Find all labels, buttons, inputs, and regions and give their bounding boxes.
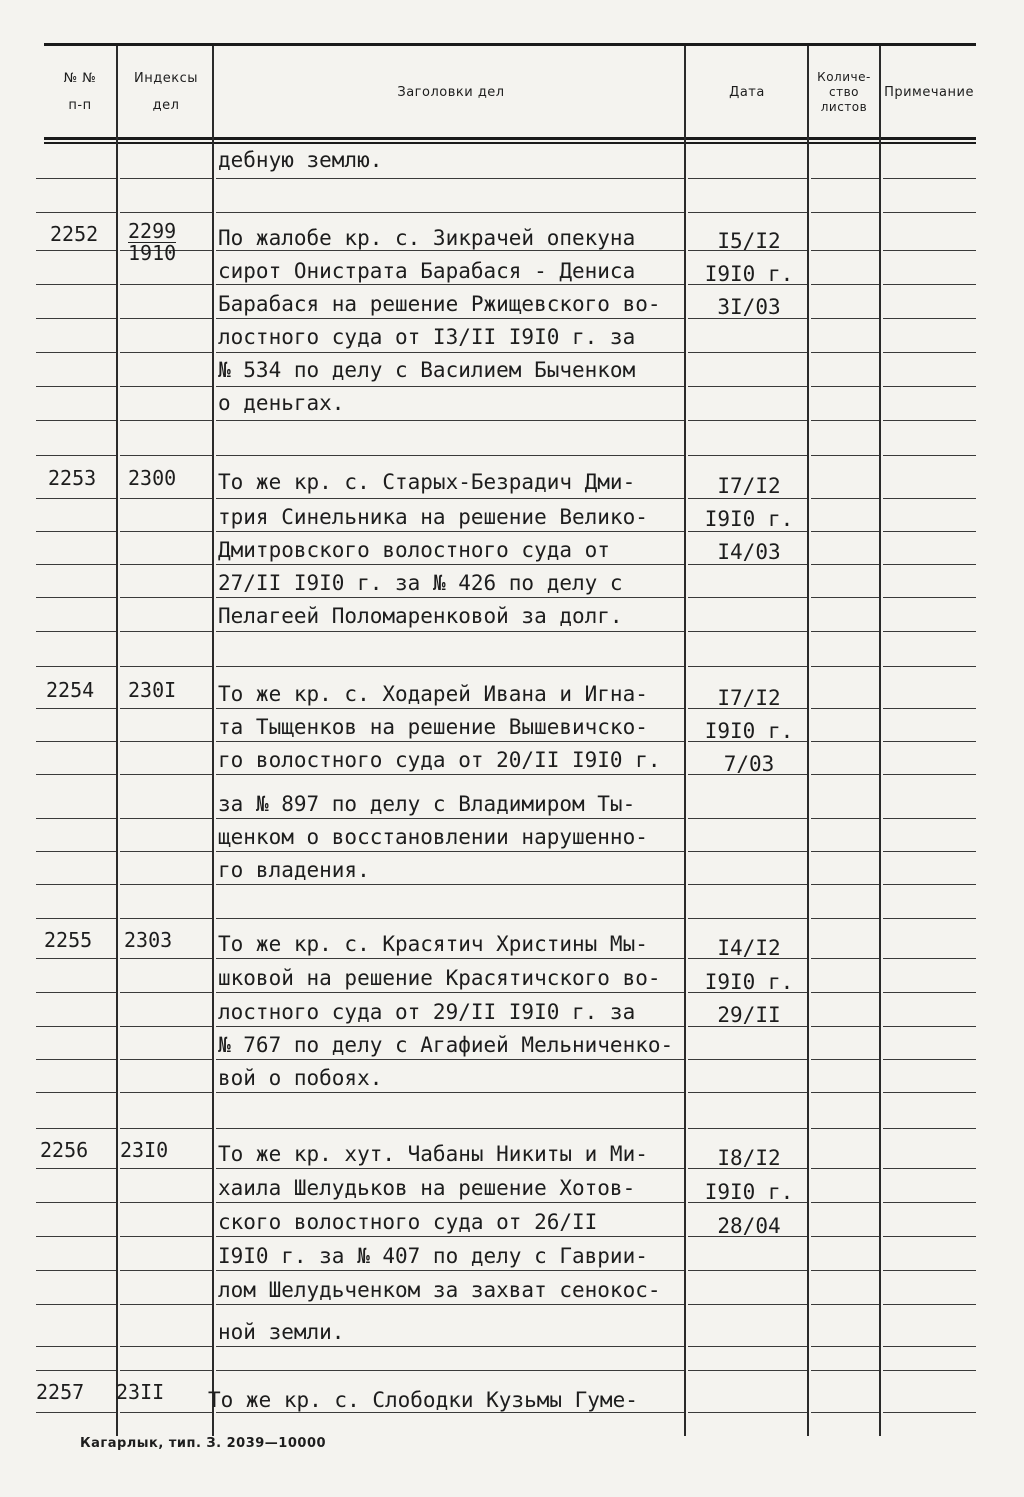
header-col-number-bottom: п-п	[68, 98, 92, 113]
entry-title-line: То же кр. с. Старых-Безрадич Дми-	[218, 470, 636, 494]
rule-line	[36, 992, 116, 993]
rule-line	[36, 774, 116, 775]
rule-line	[36, 1092, 116, 1093]
entry-title-line: трия Синельника на решение Велико-	[218, 505, 648, 529]
entry-index	[124, 928, 172, 952]
rule-line	[120, 1092, 212, 1093]
entry-title-line: № 767 по делу с Агафией Мельниченко-	[218, 1033, 674, 1057]
entry-date-end: 3I/03	[717, 295, 781, 319]
rule-line	[120, 1168, 212, 1169]
rule-line	[883, 1092, 976, 1093]
rule-line	[811, 352, 879, 353]
entry-date-end: 7/03	[723, 752, 775, 776]
rule-line	[120, 1304, 212, 1305]
entry-index	[116, 1380, 164, 1404]
entry-title-line: № 534 по делу с Василием Быченком	[218, 358, 636, 382]
rule-line	[883, 597, 976, 598]
rule-line	[120, 958, 212, 959]
rule-line	[811, 178, 879, 179]
entry-index-top: 2303	[124, 928, 173, 952]
rule-line	[36, 352, 116, 353]
rule-line	[811, 918, 879, 919]
rule-line	[811, 1370, 879, 1371]
rule-line	[883, 352, 976, 353]
col-divider-5	[879, 46, 881, 1436]
rule-line	[120, 531, 212, 532]
rule-line	[120, 1128, 212, 1129]
entry-index	[128, 678, 176, 702]
rule-line	[811, 1168, 879, 1169]
entry-title-line: То же кр. с. Слободки Кузьмы Гуме-	[208, 1388, 638, 1412]
rule-line	[120, 884, 212, 885]
header-col-number-top: № №	[63, 71, 97, 86]
rule-line	[811, 1270, 879, 1271]
rule-line	[36, 1236, 116, 1237]
rule-line	[36, 666, 116, 667]
rule-line	[688, 352, 807, 353]
rule-line	[120, 498, 212, 499]
rule-line	[120, 1370, 212, 1371]
rule-line	[120, 851, 212, 852]
rule-line	[688, 918, 807, 919]
rule-line	[688, 597, 807, 598]
rule-line	[120, 818, 212, 819]
entry-index	[128, 220, 176, 265]
rule-line	[120, 1270, 212, 1271]
rule-line	[883, 455, 976, 456]
rule-line	[811, 1202, 879, 1203]
entry-title-line: лостного суда от 29/II I9I0 г. за	[218, 1000, 636, 1024]
rule-line	[883, 1202, 976, 1203]
rule-line	[216, 918, 684, 919]
rule-line	[811, 851, 879, 852]
entry-title-line: 27/II I9I0 г. за № 426 по делу с	[218, 571, 623, 595]
rule-line	[811, 631, 879, 632]
rule-line	[811, 318, 879, 319]
rule-line	[688, 1412, 807, 1413]
entry-title-line: Дмитровского волостного суда от	[218, 538, 610, 562]
rule-line	[36, 531, 116, 532]
rule-line	[120, 666, 212, 667]
rule-line	[36, 741, 116, 742]
entry-title-line: за № 897 по делу с Владимиром Ты-	[218, 792, 636, 816]
rule-line	[811, 1412, 879, 1413]
rule-line	[36, 708, 116, 709]
entry-date-year: I9I0 г.	[704, 262, 794, 286]
rule-line	[36, 1059, 116, 1060]
rule-line	[883, 1370, 976, 1371]
rule-line	[120, 284, 212, 285]
rule-line	[883, 178, 976, 179]
rule-line	[120, 455, 212, 456]
rule-line	[883, 1168, 976, 1169]
entry-index-top: 23I0	[120, 1138, 169, 1162]
entry-title-line: та Тыщенков на решение Вышевичско-	[218, 715, 648, 739]
rule-line	[811, 884, 879, 885]
entry-title-line: шковой на решение Красятичского во-	[218, 966, 661, 990]
rule-line	[811, 1128, 879, 1129]
header-col-index-bottom: дел	[152, 98, 180, 113]
col-divider-1	[116, 46, 118, 1436]
rule-line	[120, 178, 212, 179]
header-col-sheets-line-2: ство	[828, 84, 859, 99]
rule-line	[811, 666, 879, 667]
rule-line	[120, 1346, 212, 1347]
entry-title-line: лом Шелудьченком за захват сенокос-	[218, 1278, 661, 1302]
entry-title-line: По жалобе кр. с. Зикрачей опекуна	[218, 226, 636, 250]
rule-line	[688, 1059, 807, 1060]
rule-line	[883, 818, 976, 819]
rule-line	[120, 386, 212, 387]
rule-line	[811, 386, 879, 387]
entry-date-day: I7/I2	[717, 474, 781, 498]
rule-line	[811, 708, 879, 709]
rule-line	[811, 741, 879, 742]
rule-line	[36, 420, 116, 421]
header-col-title-text: Заголовки дел	[397, 84, 505, 100]
entry-date-year: I9I0 г.	[704, 1180, 794, 1204]
entry-title-line: Барабася на решение Ржищевского во-	[218, 292, 661, 316]
rule-line	[688, 1092, 807, 1093]
printer-footer: Кагарлык, тип. З. 2039—10000	[80, 1436, 327, 1451]
rule-line	[688, 666, 807, 667]
rule-line	[688, 1370, 807, 1371]
rule-line	[811, 1236, 879, 1237]
entry-index	[128, 466, 176, 490]
rule-line	[688, 1346, 807, 1347]
rule-line	[120, 420, 212, 421]
rule-line	[120, 631, 212, 632]
rule-line	[811, 597, 879, 598]
entry-title-line: о деньгах.	[218, 391, 345, 415]
header-col-index	[118, 46, 214, 138]
entry-title-line: лостного суда от I3/II I9I0 г. за	[218, 325, 636, 349]
rule-line	[36, 1270, 116, 1271]
rule-line	[883, 851, 976, 852]
rule-line	[883, 1304, 976, 1305]
rule-line	[120, 318, 212, 319]
rule-line	[688, 884, 807, 885]
entry-number: 2256	[40, 1138, 89, 1162]
rule-line	[883, 386, 976, 387]
rule-line	[36, 851, 116, 852]
rule-line	[216, 420, 684, 421]
entry-date-year: I9I0 г.	[704, 970, 794, 994]
rule-line	[36, 884, 116, 885]
entry-title-line: го владения.	[218, 858, 370, 882]
rule-line	[811, 1304, 879, 1305]
rule-line	[36, 918, 116, 919]
header-col-title	[216, 46, 686, 138]
entry-number: 2252	[50, 222, 99, 246]
rule-line	[883, 884, 976, 885]
rule-line	[883, 420, 976, 421]
rule-line	[120, 352, 212, 353]
rule-line	[688, 851, 807, 852]
rule-line	[811, 212, 879, 213]
header-col-note-text: Примечание	[884, 84, 974, 100]
continuation-text: дебную землю.	[218, 148, 383, 172]
entry-title-line: хаила Шелудьков на решение Хотов-	[218, 1176, 636, 1200]
rule-line	[883, 1236, 976, 1237]
rule-line	[883, 666, 976, 667]
rule-line	[688, 212, 807, 213]
rule-line	[36, 455, 116, 456]
entry-index-top: 2299	[128, 219, 177, 243]
rule-line	[36, 386, 116, 387]
rule-line	[883, 318, 976, 319]
rule-line	[811, 1346, 879, 1347]
rule-line	[883, 284, 976, 285]
header-col-number	[44, 46, 116, 138]
header-col-sheets	[808, 46, 880, 138]
entry-title-line: То же кр. хут. Чабаны Никиты и Ми-	[218, 1142, 648, 1166]
rule-line	[36, 1026, 116, 1027]
rule-line	[883, 708, 976, 709]
rule-line	[36, 1304, 116, 1305]
rule-line	[688, 1128, 807, 1129]
rule-line	[120, 1412, 212, 1413]
rule-line	[811, 1059, 879, 1060]
rule-line	[688, 455, 807, 456]
rule-line	[883, 992, 976, 993]
rule-line	[811, 250, 879, 251]
entry-number: 2255	[44, 928, 93, 952]
entry-index-top: 23II	[116, 1380, 165, 1404]
rule-line	[120, 1236, 212, 1237]
rule-line	[216, 212, 684, 213]
rule-line	[216, 178, 684, 179]
rule-line	[811, 1092, 879, 1093]
rule-line	[120, 597, 212, 598]
entry-title-line: ского волостного суда от 26/II	[218, 1210, 598, 1234]
header-col-note	[880, 46, 978, 138]
rule-line	[216, 455, 684, 456]
rule-line	[811, 992, 879, 993]
rule-line	[811, 498, 879, 499]
entry-title-line: го волостного суда от 20/II I9I0 г.	[218, 748, 661, 772]
rule-line	[36, 212, 116, 213]
rule-line	[883, 1412, 976, 1413]
entry-index	[120, 1138, 168, 1162]
rule-line	[811, 958, 879, 959]
rule-line	[36, 631, 116, 632]
rule-line	[883, 1346, 976, 1347]
entry-date-year: I9I0 г.	[704, 507, 794, 531]
entry-title-line: I9I0 г. за № 407 по делу с Гаврии-	[218, 1244, 648, 1268]
rule-line	[688, 178, 807, 179]
rule-line	[811, 1026, 879, 1027]
entry-title-line: сирот Онистрата Барабася - Дениса	[218, 259, 636, 283]
rule-line	[36, 818, 116, 819]
rule-line	[216, 1128, 684, 1129]
rule-line	[811, 531, 879, 532]
rule-line	[883, 774, 976, 775]
rule-line	[36, 958, 116, 959]
rule-line	[811, 284, 879, 285]
entry-index-top: 2300	[128, 466, 177, 490]
entry-title-line: щенком о восстановлении нарушенно-	[218, 825, 648, 849]
col-divider-2	[212, 46, 214, 1436]
rule-line	[36, 178, 116, 179]
rule-line	[688, 386, 807, 387]
rule-line	[883, 958, 976, 959]
rule-line	[883, 918, 976, 919]
entry-title-line: То же кр. с. Ходарей Ивана и Игна-	[218, 682, 648, 706]
rule-line	[216, 666, 684, 667]
rule-line	[883, 531, 976, 532]
rule-line	[120, 774, 212, 775]
rule-line	[36, 1346, 116, 1347]
rule-line	[688, 1270, 807, 1271]
rule-line	[688, 631, 807, 632]
rule-line	[36, 1370, 116, 1371]
rule-line	[883, 631, 976, 632]
rule-line	[120, 1059, 212, 1060]
rule-line	[36, 1168, 116, 1169]
rule-line	[811, 818, 879, 819]
rule-line	[811, 774, 879, 775]
rule-line	[36, 1128, 116, 1129]
entry-title-line: вой о побоях.	[218, 1066, 383, 1090]
header-col-sheets-line-3: листов	[820, 99, 868, 114]
entry-title-line: Пелагеей Поломаренковой за долг.	[218, 604, 623, 628]
entry-number: 2257	[36, 1380, 85, 1404]
rule-line	[36, 318, 116, 319]
rule-line	[36, 597, 116, 598]
rule-line	[120, 918, 212, 919]
rule-line	[36, 250, 116, 251]
header-col-date	[686, 46, 808, 138]
rule-line	[120, 1026, 212, 1027]
rule-line	[883, 498, 976, 499]
rule-line	[36, 1412, 116, 1413]
entry-date-day: I7/I2	[717, 686, 781, 710]
rule-line	[688, 1304, 807, 1305]
header-col-index-top: Индексы	[134, 71, 198, 86]
rule-line	[36, 1202, 116, 1203]
rule-line	[883, 1128, 976, 1129]
rule-line	[883, 1059, 976, 1060]
entry-index-top: 230I	[128, 678, 177, 702]
rule-line	[36, 284, 116, 285]
rule-line	[120, 741, 212, 742]
entry-date-end: 29/II	[717, 1003, 781, 1027]
entry-title-line: ной земли.	[218, 1320, 345, 1344]
rule-line	[120, 1202, 212, 1203]
rule-line	[811, 455, 879, 456]
entry-date-end: 28/04	[717, 1214, 781, 1238]
entry-date-year: I9I0 г.	[704, 719, 794, 743]
rule-line	[36, 498, 116, 499]
rule-line	[120, 212, 212, 213]
rule-line	[883, 741, 976, 742]
rule-line	[811, 564, 879, 565]
entry-date-end: I4/03	[717, 540, 781, 564]
entry-number: 2254	[46, 678, 95, 702]
rule-line	[36, 564, 116, 565]
entry-index-year: 1910	[128, 241, 177, 265]
rule-line	[120, 708, 212, 709]
header-col-date-text: Дата	[729, 84, 765, 100]
rule-line	[883, 1270, 976, 1271]
entry-date-day: I5/I2	[717, 229, 781, 253]
entry-number: 2253	[48, 466, 97, 490]
rule-line	[688, 420, 807, 421]
rule-line	[216, 1370, 684, 1371]
entry-date-day: I4/I2	[717, 936, 781, 960]
rule-line	[120, 564, 212, 565]
rule-line	[883, 1026, 976, 1027]
entry-date-day: I8/I2	[717, 1146, 781, 1170]
rule-line	[120, 992, 212, 993]
rule-line	[883, 212, 976, 213]
rule-line	[811, 420, 879, 421]
rule-line	[883, 250, 976, 251]
header-col-sheets-line-1: Количе-	[817, 69, 871, 84]
rule-line	[688, 818, 807, 819]
rule-line	[883, 564, 976, 565]
entry-title-line: То же кр. с. Красятич Христины Мы-	[218, 932, 648, 956]
